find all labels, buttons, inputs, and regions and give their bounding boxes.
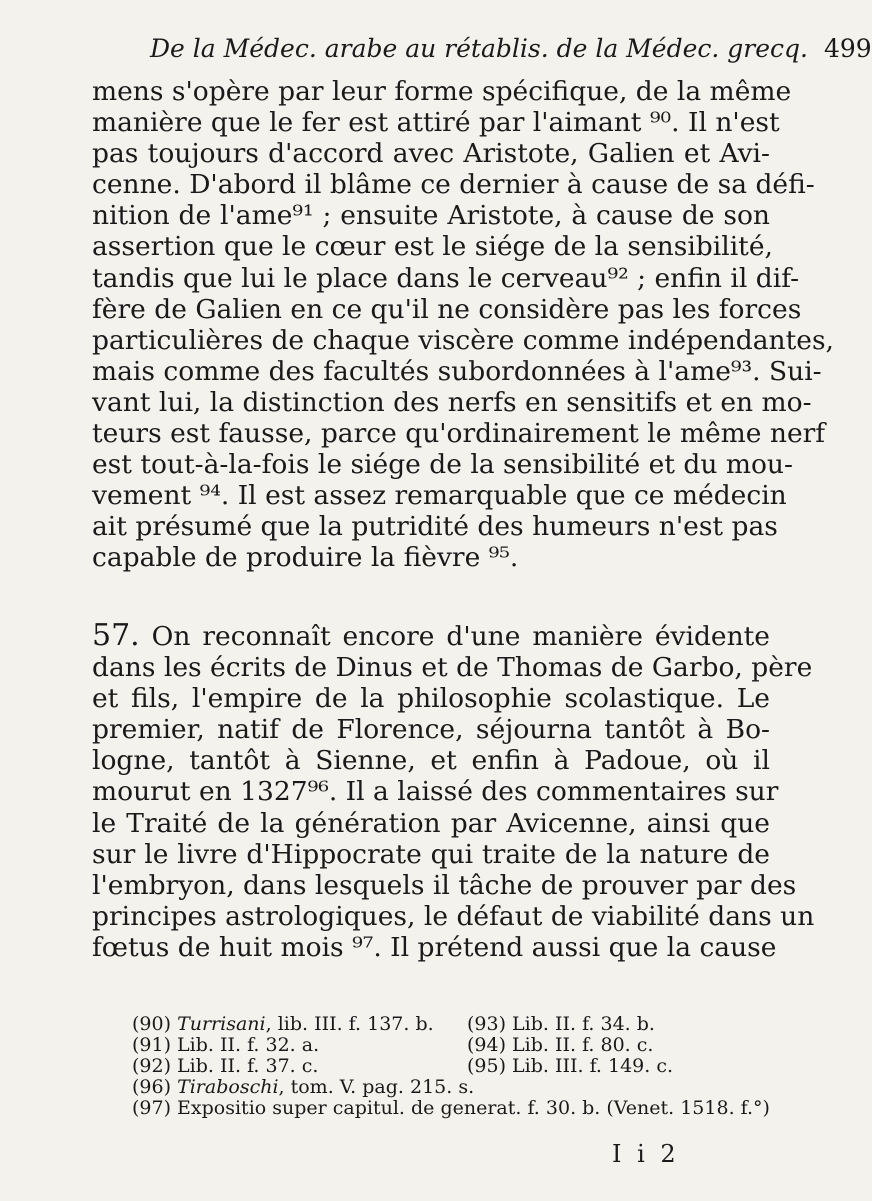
text-line: capable de produire la fièvre ⁹⁵. xyxy=(92,542,519,574)
text-line: particulières de chaque viscère comme indépendantes, xyxy=(92,324,834,356)
text-line-content: On reconnaît encore d'une manière évidente xyxy=(139,621,770,652)
footnote-91: (91) Lib. II. f. 32. a. xyxy=(132,1034,320,1056)
footnote-number: (90) xyxy=(132,1013,172,1035)
text-line-first xyxy=(92,620,770,652)
text-line: l'embryon, dans lesquels il tâche de prouver par des xyxy=(92,869,797,901)
text-line: premier, natif de Florence, séjourna tantôt à Bo- xyxy=(92,714,770,746)
text-line: mourut en 1327⁹⁶. Il a laissé des commentaires sur xyxy=(92,776,779,808)
footnotes xyxy=(132,1014,782,1119)
footnote-text: , tom. V. pag. 215. s. xyxy=(278,1076,475,1098)
text-line: assertion que le cœur est le siége de la sensibilité, xyxy=(92,231,773,263)
text-line: manière que le fer est attiré par l'aimant ⁹⁰. Il n'est xyxy=(92,107,780,139)
footnote-row xyxy=(132,1056,782,1077)
text-line: est tout-à-la-fois le siége de la sensibilité et du mou- xyxy=(92,449,793,481)
text-line: le Traité de la génération par Avicenne, ainsi que xyxy=(92,807,770,839)
text-line: logne, tantôt à Sienne, et enfin à Padoue, où il xyxy=(92,745,770,777)
footnote-row xyxy=(132,1035,782,1056)
signature-mark: I i 2 xyxy=(612,1140,680,1168)
paragraph-57 xyxy=(92,618,815,963)
footnote-author: Turrisani xyxy=(177,1013,266,1035)
text-line: cenne. D'abord il blâme ce dernier à cause de sa défi- xyxy=(92,169,815,201)
text-line: mais comme des facultés subordonnées à l'ame⁹³. Sui- xyxy=(92,355,822,387)
text-line: sur le livre d'Hippocrate qui traite de la nature de xyxy=(92,838,770,870)
text-line: vant lui, la distinction des nerfs en sensitifs et en mo- xyxy=(92,386,812,418)
text-line: dans les écrits de Dinus et de Thomas de Garbo, père xyxy=(92,652,813,684)
page-number: 499 xyxy=(823,34,872,63)
footnote-93: (93) Lib. II. f. 34. b. xyxy=(467,1013,655,1035)
footnote-90 xyxy=(132,1014,467,1035)
footnote-96 xyxy=(132,1077,782,1098)
footnote-number: (96) xyxy=(132,1076,172,1098)
footnote-92: (92) Lib. II. f. 37. c. xyxy=(132,1055,319,1077)
footnote-97: (97) Expositio super capitul. de generat. f. 30. b. (Venet. 1518. f.°) xyxy=(132,1097,770,1119)
footnote-95: (95) Lib. III. f. 149. c. xyxy=(467,1055,674,1077)
text-line: teurs est fausse, parce qu'ordinairement le même nerf xyxy=(92,418,826,450)
text-line: fœtus de huit mois ⁹⁷. Il prétend aussi que la cause xyxy=(92,931,777,963)
text-line: vement ⁹⁴. Il est assez remarquable que ce médecin xyxy=(92,480,787,512)
text-line: tandis que lui le place dans le cerveau⁹² ; enfin il dif- xyxy=(92,262,800,294)
text-line: fère de Galien en ce qu'il ne considère pas les forces xyxy=(92,293,802,325)
footnote-row xyxy=(132,1014,782,1035)
section-number: 57. xyxy=(92,618,140,653)
text-line: ait présumé que la putridité des humeurs n'est pas xyxy=(92,511,778,543)
footnote-text: , lib. III. f. 137. b. xyxy=(265,1013,434,1035)
running-title: De la Médec. arabe au rétablis. de la Médec. grecq. xyxy=(150,34,808,63)
text-line: nition de l'ame⁹¹ ; ensuite Aristote, à cause de son xyxy=(92,200,770,232)
text-line: pas toujours d'accord avec Aristote, Galien et Avi- xyxy=(92,138,770,170)
footnote-94: (94) Lib. II. f. 80. c. xyxy=(467,1034,654,1056)
text-line: mens s'opère par leur forme spécifique, de la même xyxy=(92,76,792,107)
running-header xyxy=(150,34,872,63)
footnote-author: Tiraboschi xyxy=(177,1076,279,1098)
paragraph-1 xyxy=(92,76,834,574)
text-line: et fils, l'empire de la philosophie scolastique. Le xyxy=(92,683,770,715)
text-line: principes astrologiques, le défaut de viabilité dans un xyxy=(92,900,815,932)
